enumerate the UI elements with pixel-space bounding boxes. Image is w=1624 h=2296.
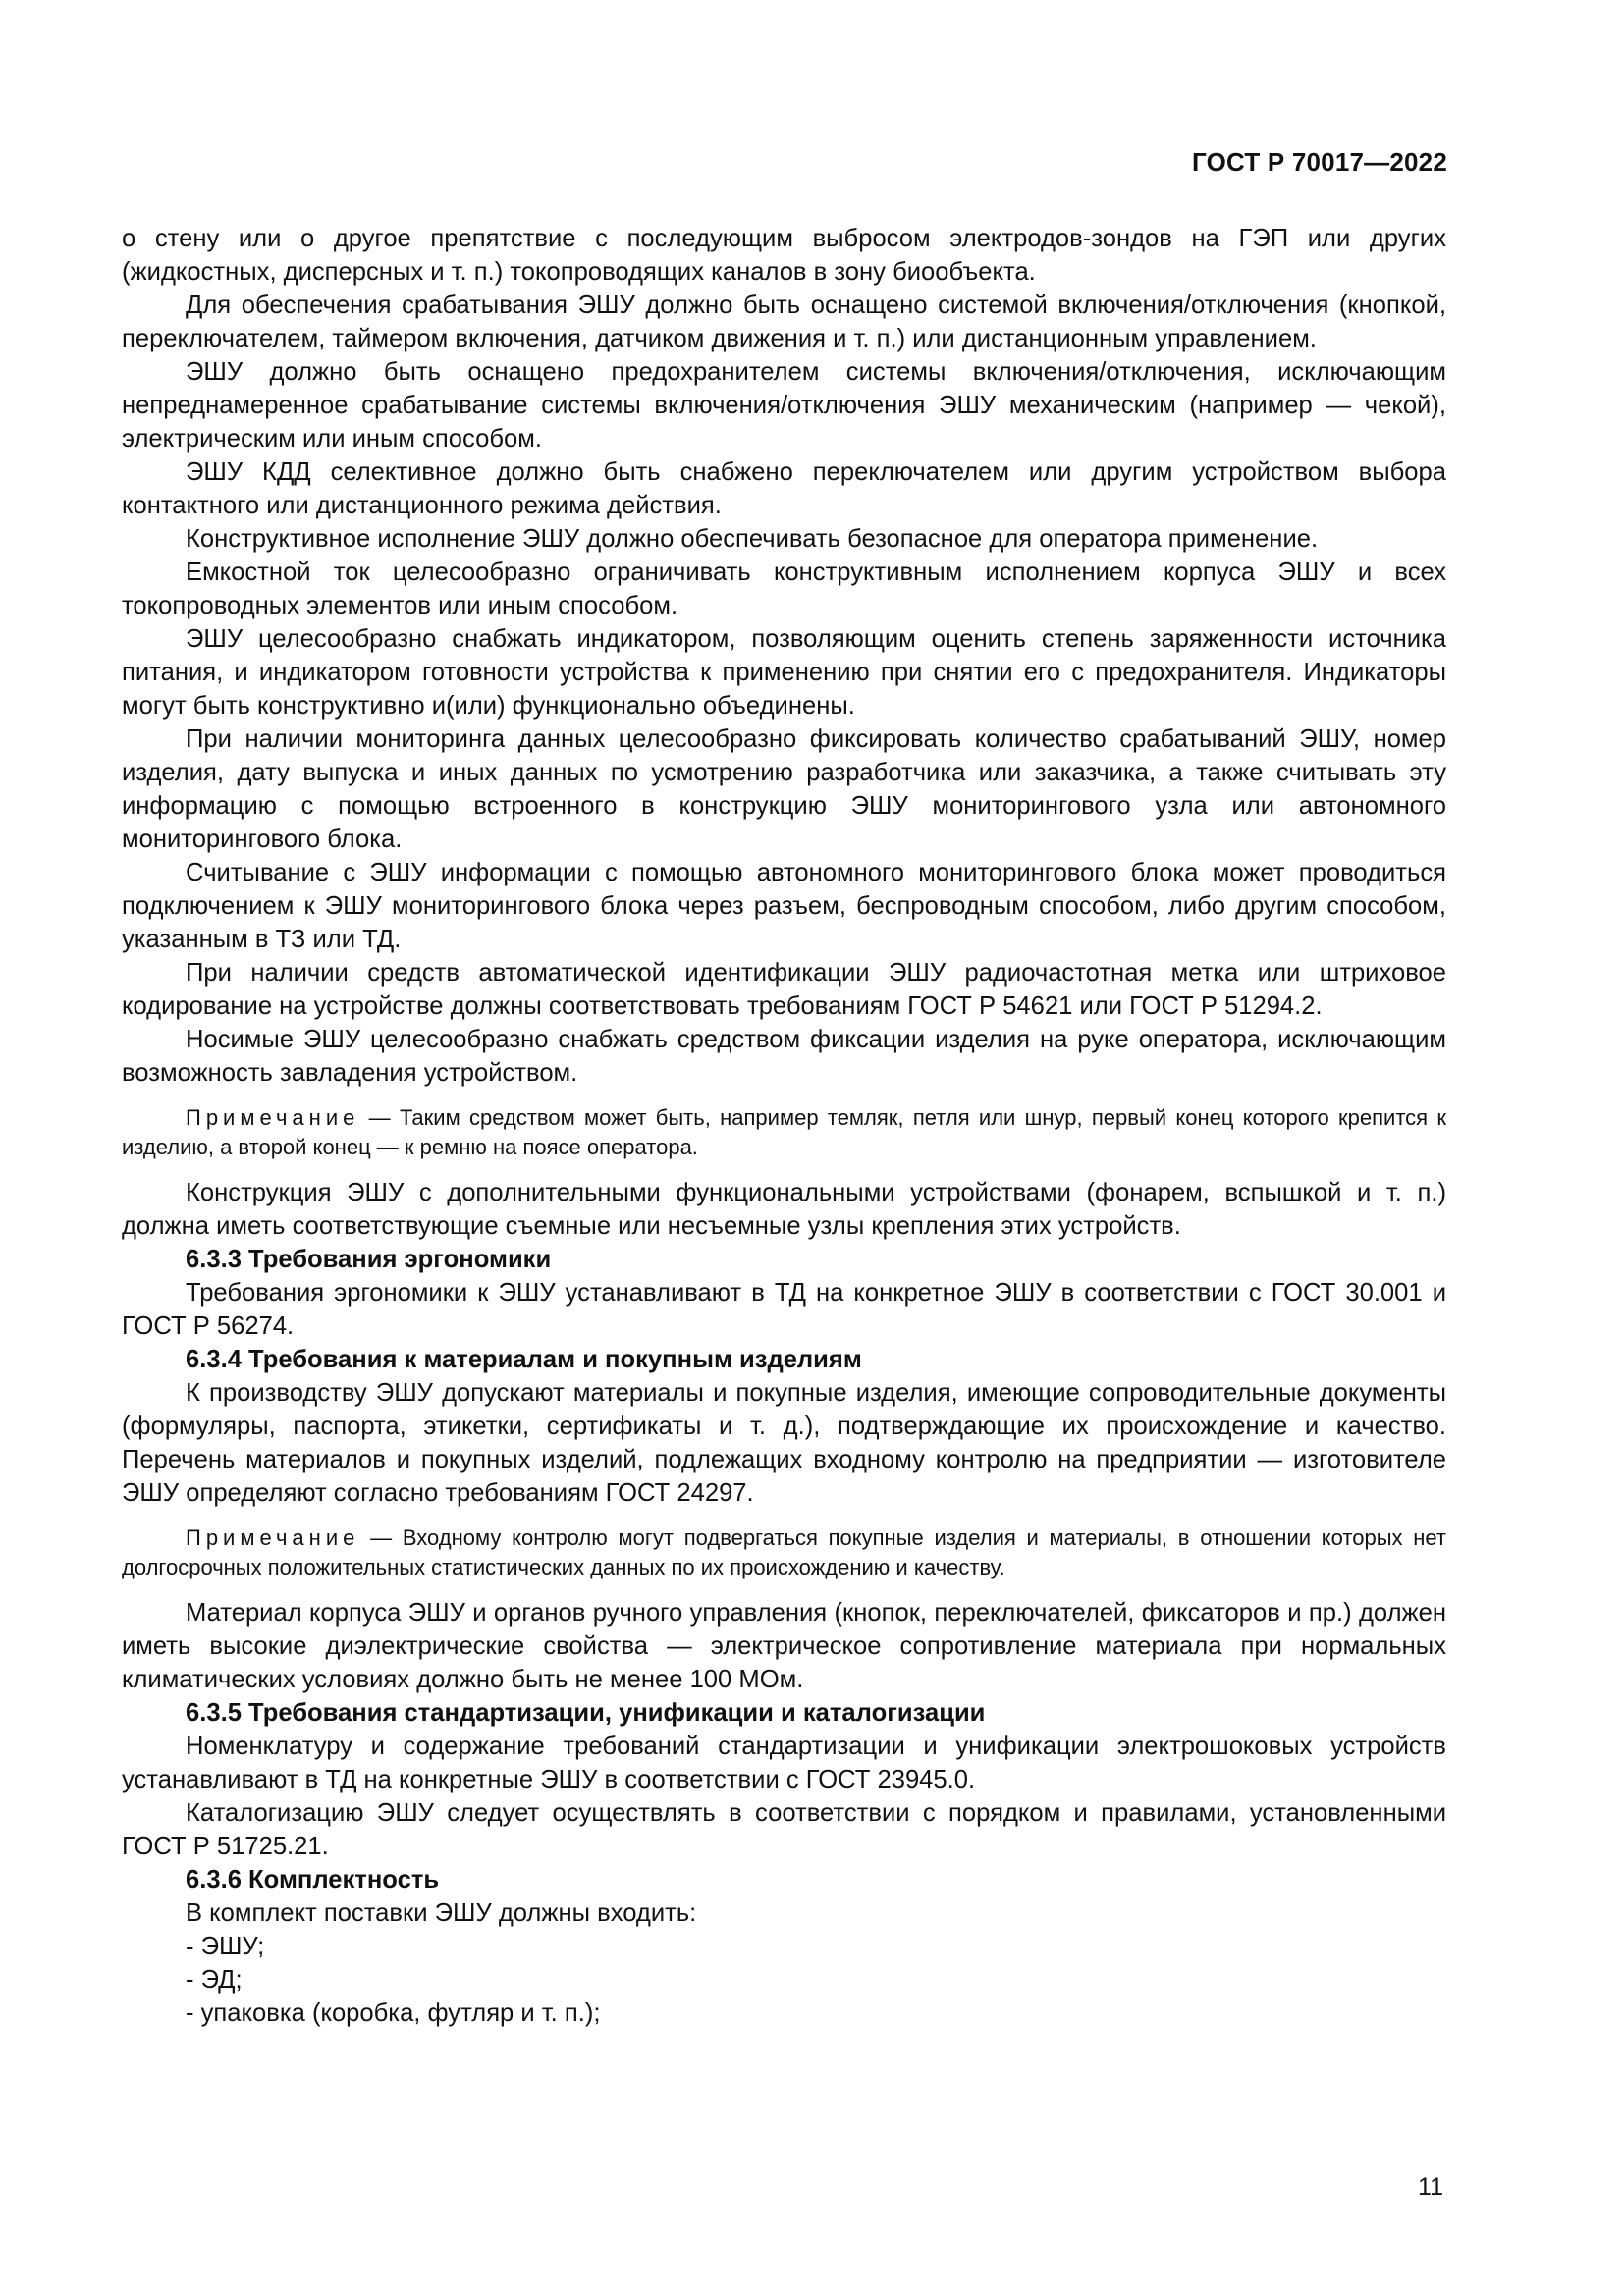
paragraph: Носимые ЭШУ целесообразно снабжать средством фиксации изделия на руке оператора, исключающим возможность завладения устройством. [122, 1026, 1446, 1087]
page-number: 11 [1418, 2173, 1443, 2201]
paragraph: К производству ЭШУ допускают материалы и покупные изделия, имеющие сопроводительные документы (формуляры, паспорта, этикетки, сертификаты и т. д.), подтверждающие их происхождение и качество. Перечень материалов и покупных изделий, подлежащих входному контролю на предприятии — изготовителе ЭШУ определяют согласно требованиям ГОСТ 24297. [122, 1379, 1446, 1507]
note [122, 1523, 1446, 1582]
section-heading-6-3-6: 6.3.6 Комплектность [186, 1866, 440, 1894]
paragraph: ЭШУ целесообразно снабжать индикатором, позволяющим оценить степень заряженности источника питания, и индикатором готовности устройства к применению при снятии его с предохранителя. Индикаторы могут быть конструктивно и(или) функционально объединены. [122, 625, 1446, 720]
paragraph: Конструкция ЭШУ с дополнительными функциональными устройствами (фонарем, вспышкой и т. п.) должна иметь соответствующие съемные или несъемные узлы крепления этих устройств. [122, 1179, 1446, 1240]
list-item: - упаковка (коробка, футляр и т. п.); [186, 2000, 601, 2027]
section-heading-6-3-5: 6.3.5 Требования стандартизации, унификации и каталогизации [186, 1699, 986, 1727]
list-item: - ЭД; [186, 1966, 243, 1994]
paragraph: Емкостной ток целесообразно ограничивать конструктивным исполнением корпуса ЭШУ и всех токопроводных элементов или иным способом. [122, 559, 1446, 619]
paragraph: При наличии мониторинга данных целесообразно фиксировать количество срабатываний ЭШУ, номер изделия, дату выпуска и иных данных по усмотрению разработчика или заказчика, а также считывать эту информацию с помощью встроенного в конструкцию ЭШУ мониторингового узла или автономного мониторингового блока. [122, 725, 1446, 853]
document-number: ГОСТ Р 70017—2022 [1192, 147, 1447, 177]
note-text: — Таким средством может быть, например темляк, петля или шнур, первый конец которого крепится к изделию, а второй конец — к ремню на поясе оператора. [122, 1105, 1446, 1159]
list-item: - ЭШУ; [186, 1933, 265, 1960]
note [122, 1103, 1446, 1162]
note-label: Примечание [186, 1105, 360, 1130]
paragraph: Каталогизацию ЭШУ следует осуществлять в соответствии с порядком и правилами, установленными ГОСТ Р 51725.21. [122, 1799, 1446, 1860]
paragraph: Номенклатуру и содержание требований стандартизации и унификации электрошоковых устройств устанавливают в ТД на конкретные ЭШУ в соответствии с ГОСТ 23945.0. [122, 1733, 1446, 1793]
paragraph: Конструктивное исполнение ЭШУ должно обеспечивать безопасное для оператора применение. [186, 525, 1319, 553]
paragraph: Считывание с ЭШУ информации с помощью автономного мониторингового блока может проводиться подключением к ЭШУ мониторингового блока через разъем, беспроводным способом, либо другим способом, указанным в ТЗ или ТД. [122, 859, 1446, 953]
section-heading-6-3-3: 6.3.3 Требования эргономики [186, 1246, 552, 1273]
paragraph: Материал корпуса ЭШУ и органов ручного управления (кнопок, переключателей, фиксаторов и пр.) должен иметь высокие диэлектрические свойства — электрическое сопротивление материала при нормальных климатических условиях должно быть не менее 100 МОм. [122, 1599, 1446, 1693]
page-body [122, 222, 1446, 2030]
paragraph: В комплект поставки ЭШУ должны входить: [186, 1899, 697, 1927]
paragraph: о стену или о другое препятствие с последующим выбросом электродов-зондов на ГЭП или других (жидкостных, дисперсных и т. п.) токопроводящих каналов в зону биообъекта. [122, 225, 1446, 286]
paragraph: При наличии средств автоматической идентификации ЭШУ радиочастотная метка или штриховое кодирование на устройстве должны соответствовать требованиям ГОСТ Р 54621 или ГОСТ Р 51294.2. [122, 959, 1446, 1020]
paragraph: ЭШУ КДД селективное должно быть снабжено переключателем или другим устройством выбора контактного или дистанционного режима действия. [122, 458, 1446, 519]
section-heading-6-3-4: 6.3.4 Требования к материалам и покупным изделиям [186, 1346, 862, 1373]
note-label: Примечание [186, 1525, 360, 1550]
paragraph: Требования эргономики к ЭШУ устанавливают в ТД на конкретное ЭШУ в соответствии с ГОСТ 30.001 и ГОСТ Р 56274. [122, 1279, 1446, 1340]
paragraph: Для обеспечения срабатывания ЭШУ должно быть оснащено системой включения/отключения (кнопкой, переключателем, таймером включения, датчиком движения и т. п.) или дистанционным управлением. [122, 292, 1446, 352]
note-text: — Входному контролю могут подвергаться покупные изделия и материалы, в отношении которых нет долгосрочных положительных статистических данных по их происхождению и качеству. [122, 1525, 1446, 1579]
paragraph: ЭШУ должно быть оснащено предохранителем системы включения/отключения, исключающим непреднамеренное срабатывание системы включения/отключения ЭШУ механическим (например — чекой), электрическим или иным способом. [122, 358, 1446, 453]
